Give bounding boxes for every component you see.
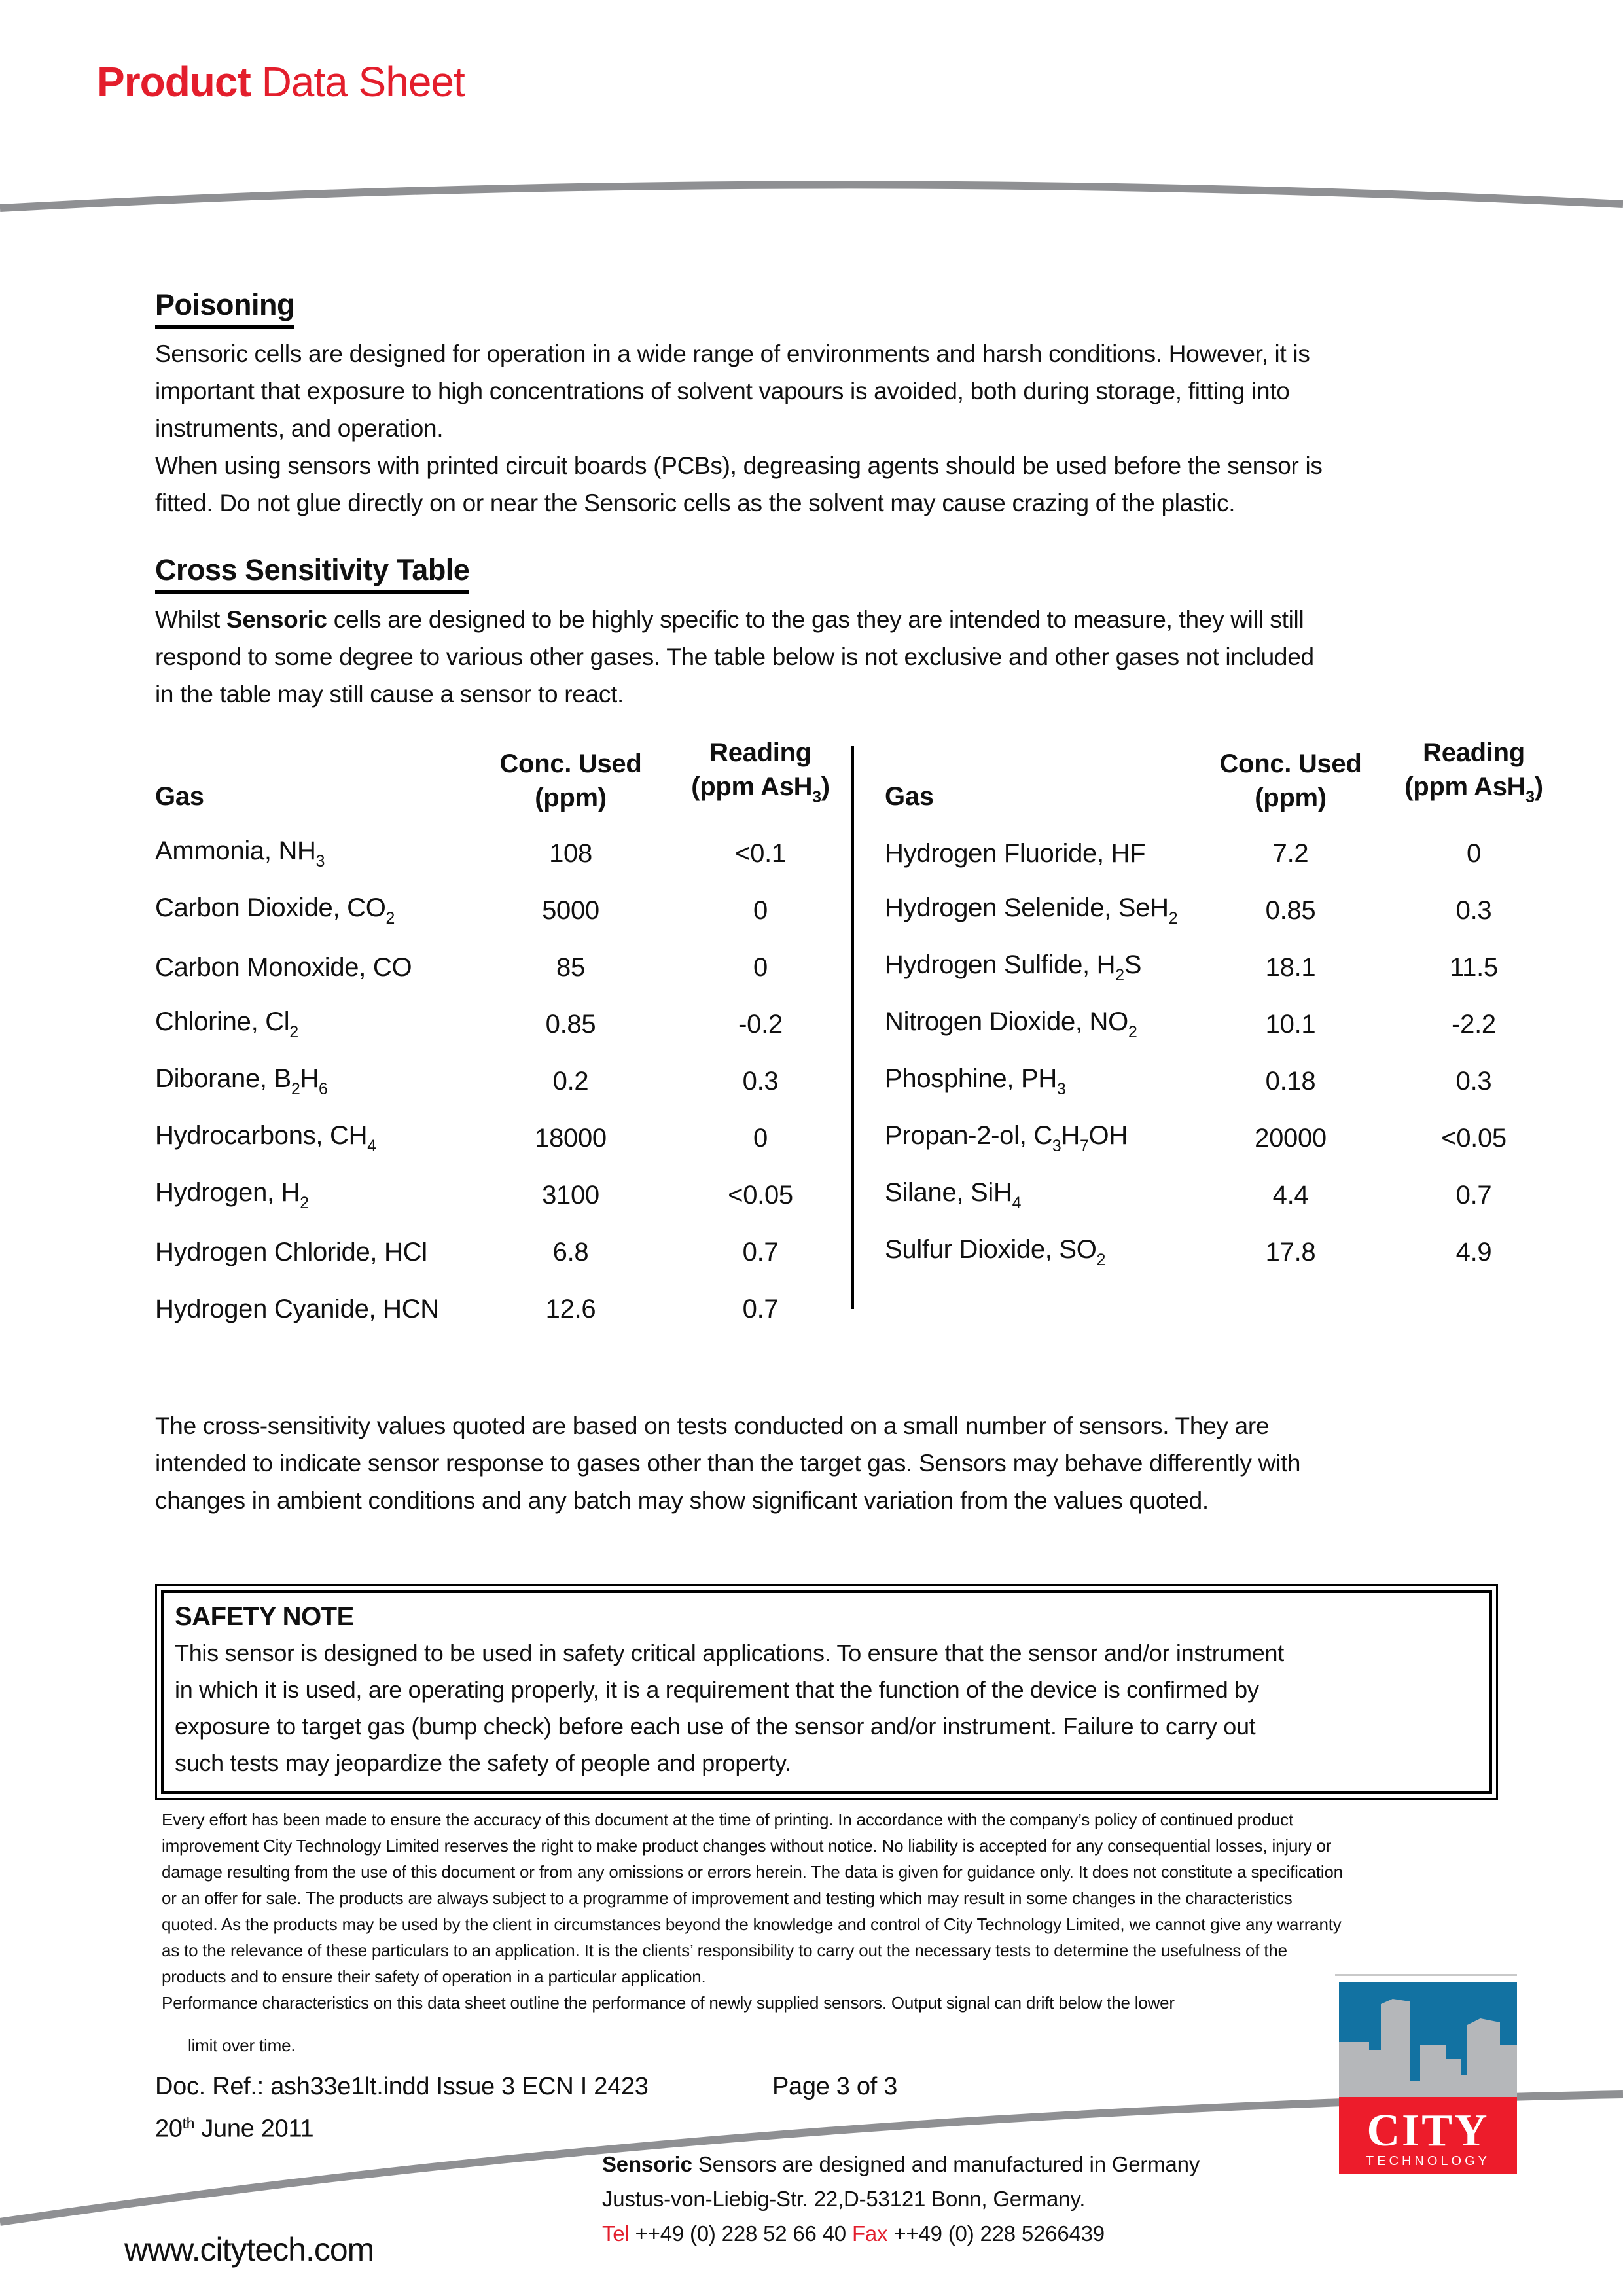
- column-header-reading: Reading (ppm AsH$_3$): [691, 738, 830, 806]
- paragraph-line: Sensoric cells are designed for operation in a wide range of environments and harsh conditions. However, it is: [155, 340, 1310, 367]
- paragraph-line: respond to some degree to various other gases. The table below is not exclusive and other gases not included: [155, 643, 1314, 670]
- cross-sensitivity-table-left: [155, 717, 842, 1338]
- doc-ref-text: Doc. Ref.: ash33e1lt.indd Issue 3 ECN I 2423: [155, 2073, 649, 2100]
- column-header-conc: Conc. Used (ppm): [499, 749, 642, 812]
- doc-date: 20th June 2011: [155, 2115, 314, 2143]
- disclaimer-line: Every effort has been made to ensure the accuracy of this document at the time of printing. In accordance with the company’s policy of continued product: [162, 1810, 1293, 1829]
- column-header-gas: Gas: [885, 782, 934, 811]
- table-row: Hydrogen Sulfide, $H_2S$ 18.1 11.5: [885, 950, 1498, 985]
- poisoning-paragraph: [155, 335, 1323, 522]
- table-row: Sulfur Dioxide, $SO_2$ 17.8 4.9: [885, 1234, 1492, 1270]
- table-row: Silane, SiH$_4$ 4.4 0.7: [885, 1177, 1492, 1213]
- table-row: Diborane, $B_2H_6$ 0.2 0.3: [155, 1064, 779, 1099]
- table-row: Hydrogen Cyanide, HCN 12.6 0.7: [155, 1295, 779, 1323]
- table-row: Carbon Dioxide, $CO_2$ 5000 0: [155, 893, 768, 928]
- poisoning-heading: Poisoning: [155, 288, 294, 329]
- disclaimer-line: improvement City Technology Limited reserves the right to make product changes without notice. No liability is accepted for any consequential losses, injury or: [162, 1836, 1332, 1856]
- cross-sensitivity-paragraph: [155, 601, 1314, 713]
- column-header-gas: Gas: [155, 782, 204, 811]
- table-row: Hydrogen Fluoride, HF 7.2 0: [885, 839, 1481, 868]
- table-row: Hydrogen, $H_2$ 3100 <0.05: [155, 1177, 793, 1213]
- safety-note-inner: [161, 1590, 1492, 1794]
- legal-disclaimer: [162, 1806, 1343, 2058]
- table-row: Hydrogen Chloride, HCl 6.8 0.7: [155, 1238, 779, 1266]
- table-header-row: [885, 717, 1552, 815]
- disclaimer-line: quoted. As the products may be used by the client in circumstances beyond the knowledge and control of City Technology Limited, we cannot give any warranty: [162, 1914, 1342, 1934]
- footer-line-address: Justus-von-Liebig-Str. 22,D-53121 Bonn, Germany.: [602, 2187, 1086, 2211]
- table-row: Nitrogen Dioxide, $NO_2$ 10.1 -2.2: [885, 1007, 1496, 1042]
- safety-note-heading: SAFETY NOTE: [175, 1602, 354, 1631]
- disclaimer-line: as to the relevance of these particulars to an application. It is the clients’ responsibility to carry out the necessary tests to determine the usefulness of the: [162, 1941, 1287, 1960]
- top-swoosh-curve: [0, 0, 1623, 262]
- table-row: Carbon Monoxide, CO 85 0: [155, 953, 768, 982]
- cross-sensitivity-heading: Cross Sensitivity Table: [155, 553, 469, 594]
- disclaimer-line: Performance characteristics on this data sheet outline the performance of newly supplied sensors. Output signal can drift below the lower: [162, 1993, 1175, 2013]
- disclaimer-line: or an offer for sale. The products are always subject to a programme of improvement and testing which may result in some changes in the characteristics: [162, 1888, 1293, 1908]
- table-row: Hydrogen Selenide, SeH$_2$ 0.85 0.3: [885, 893, 1492, 928]
- table-divider: [851, 746, 854, 1309]
- paragraph-line: exposure to target gas (bump check) before each use of the sensor and/or instrument. Failure to carry out: [175, 1713, 1256, 1740]
- city-technology-logo: [1339, 1982, 1517, 2174]
- paragraph-line: intended to indicate sensor response to gases other than the target gas. Sensors may behave differently with: [155, 1450, 1301, 1477]
- logo-top-rule: [1335, 1974, 1517, 1976]
- page-title-bold: Product: [97, 58, 251, 105]
- column-header-conc: Conc. Used (ppm): [1219, 749, 1362, 812]
- footer-address-block: [602, 2147, 1200, 2251]
- page-number: Page 3 of 3: [772, 2073, 898, 2100]
- paragraph-line: in which it is used, are operating properly, it is a requirement that the function of the device is confirmed by: [175, 1676, 1259, 1703]
- paragraph-line: important that exposure to high concentrations of solvent vapours is avoided, both during storage, fitting into: [155, 378, 1290, 404]
- table-row: Chlorine, $Cl_2$ 0.85 -0.2: [155, 1007, 783, 1042]
- column-header-reading: Reading (ppm AsH$_3$): [1404, 738, 1543, 806]
- paragraph-line: This sensor is designed to be used in safety critical applications. To ensure that the sensor and/or instrument: [175, 1640, 1284, 1666]
- cross-sensitivity-table-right: [885, 717, 1552, 1281]
- table-row: Phosphine, $PH_3$ 0.18 0.3: [885, 1064, 1492, 1099]
- table-row: Propan-2-ol, $C_3H_7OH$ 20000 <0.05: [885, 1121, 1507, 1156]
- safety-note-box: [155, 1584, 1498, 1800]
- paragraph-line: Whilst Sensoric cells are designed to be highly specific to the gas they are intended to measure, they will still: [155, 606, 1304, 633]
- paragraph-line: instruments, and operation.: [155, 415, 444, 442]
- paragraph-line: fitted. Do not glue directly on or near the Sensoric cells as the solvent may cause crazing of the plastic.: [155, 490, 1236, 516]
- disclaimer-limit-line: limit over time.: [188, 2036, 296, 2055]
- website-url: www.citytech.com: [124, 2231, 374, 2268]
- paragraph-line: The cross-sensitivity values quoted are based on tests conducted on a small number of sensors. They are: [155, 1412, 1270, 1439]
- page-title-rest: Data Sheet: [250, 58, 465, 105]
- paragraph-line: in the table may still cause a sensor to react.: [155, 681, 624, 708]
- disclaimer-line: products and to ensure their safety of operation in a particular application.: [162, 1967, 706, 1986]
- table-header-row: [155, 717, 842, 815]
- cross-values-note-paragraph: [155, 1407, 1300, 1519]
- paragraph-line: When using sensors with printed circuit boards (PCBs), degreasing agents should be used before the sensor is: [155, 452, 1323, 479]
- logo-city-text: CITY: [1366, 2106, 1489, 2156]
- footer-line-manufactured: Sensoric Sensors are designed and manufactured in Germany: [602, 2152, 1200, 2176]
- logo-technology-text: TECHNOLOGY: [1365, 2154, 1491, 2168]
- footer-line-phone: Tel ++49 (0) 228 52 66 40 Fax ++49 (0) 228 5266439: [602, 2221, 1105, 2246]
- paragraph-line: such tests may jeopardize the safety of people and property.: [175, 1749, 791, 1776]
- disclaimer-line: damage resulting from the use of this document or from any omissions or errors herein. The data is given for guidance only. It does not constitute a specification: [162, 1862, 1343, 1882]
- table-row: Hydrocarbons, $CH_4$ 18000 0: [155, 1121, 768, 1156]
- paragraph-line: changes in ambient conditions and any batch may show significant variation from the values quoted.: [155, 1487, 1209, 1514]
- table-row: Ammonia, $NH_3$ 108 <0.1: [155, 836, 786, 871]
